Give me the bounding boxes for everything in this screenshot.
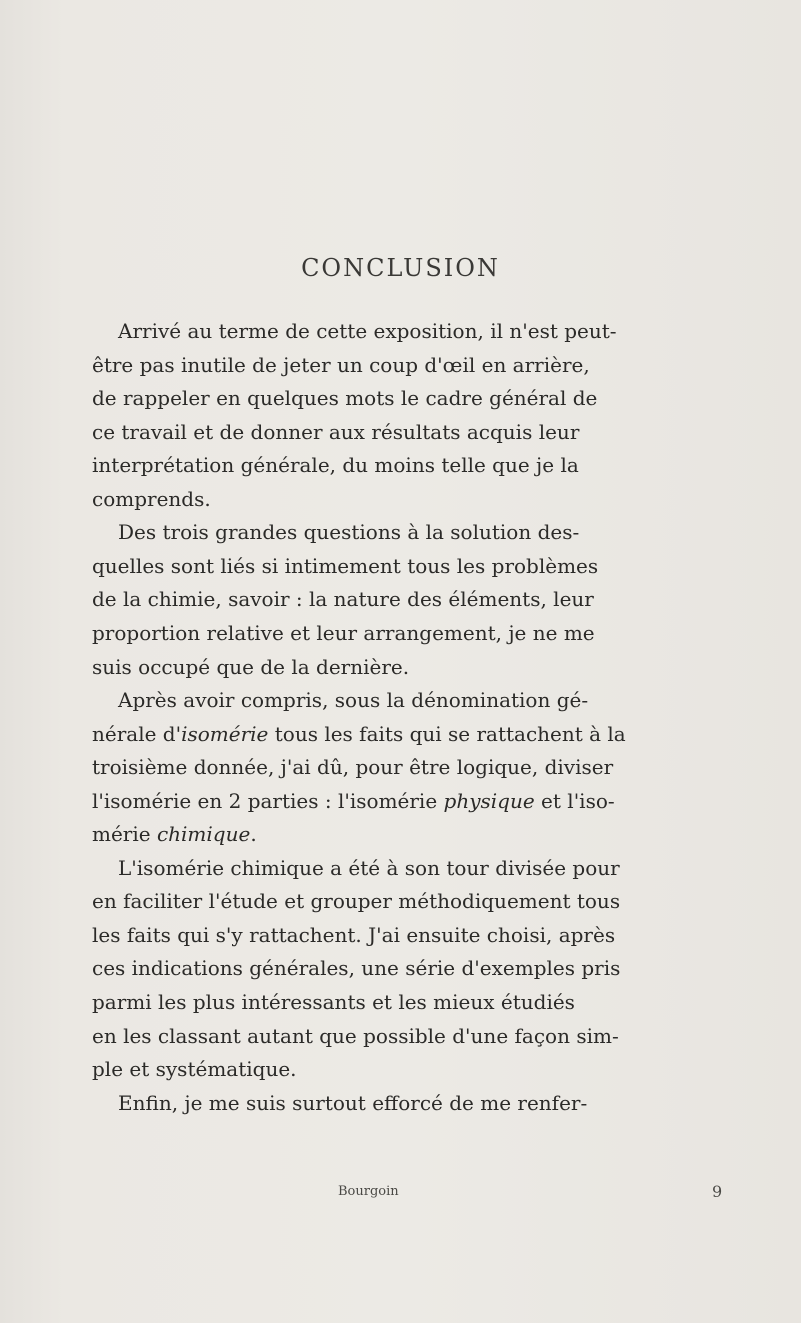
text-line: comprends. (92, 486, 211, 511)
text-line: proportion relative et leur arrangement, je ne me (92, 620, 595, 645)
text-line: de la chimie, savoir : la nature des éléments, leur (92, 587, 594, 612)
text-line: ce travail et de donner aux résultats acquis leur (92, 419, 580, 444)
text-line: ple et systématique. (92, 1057, 297, 1082)
text-line: Après avoir compris, sous la dénomination gé- (118, 688, 589, 713)
page-title: CONCLUSION (301, 254, 500, 282)
page-number: 9 (712, 1182, 723, 1201)
text-line: parmi les plus intéressants et les mieux étudiés (92, 990, 575, 1014)
text-line: en faciliter l'étude et grouper méthodiquement tous (92, 889, 621, 914)
text-line (92, 719, 626, 749)
text-segment: l'isomérie en 2 parties : l'isomérie (92, 788, 444, 813)
text-line (92, 786, 615, 816)
italic-term: chimique (156, 822, 251, 847)
text-line: de rappeler en quelques mots le cadre général de (92, 386, 598, 411)
text-line: interprétation générale, du moins telle que je la (92, 453, 579, 478)
text-line: en les classant autant que possible d'une façon sim- (92, 1023, 619, 1048)
text-segment: tous les faits qui se rattachent à la (268, 721, 626, 746)
text-line: Arrivé au terme de cette exposition, il n'est peut- (118, 319, 617, 343)
text-line: Enfin, je me suis surtout efforcé de me renfer- (118, 1090, 588, 1115)
text-line: troisième donnée, j'ai dû, pour être logique, diviser (92, 755, 614, 780)
printer-signature: Bourgoin (338, 1184, 399, 1199)
italic-term: isomérie (181, 721, 269, 746)
italic-term: physique (443, 788, 535, 813)
text-line: être pas inutile de jeter un coup d'œil en arrière, (92, 352, 590, 377)
text-segment: . (250, 822, 257, 847)
text-segment: nérale d' (92, 721, 182, 746)
text-line: suis occupé que de la dernière. (92, 654, 410, 679)
text-segment: mérie (92, 822, 157, 847)
text-segment: et l'iso- (534, 788, 615, 813)
text-line: les faits qui s'y rattachent. J'ai ensuite choisi, après (92, 922, 616, 947)
text-line: Des trois grandes questions à la solution des- (118, 520, 580, 545)
text-line: quelles sont liés si intimement tous les problèmes (92, 553, 599, 578)
text-line (92, 819, 257, 849)
text-line: ces indications générales, une série d'exemples pris (92, 956, 621, 981)
text-line: L'isomérie chimique a été à son tour divisée pour (118, 855, 620, 880)
